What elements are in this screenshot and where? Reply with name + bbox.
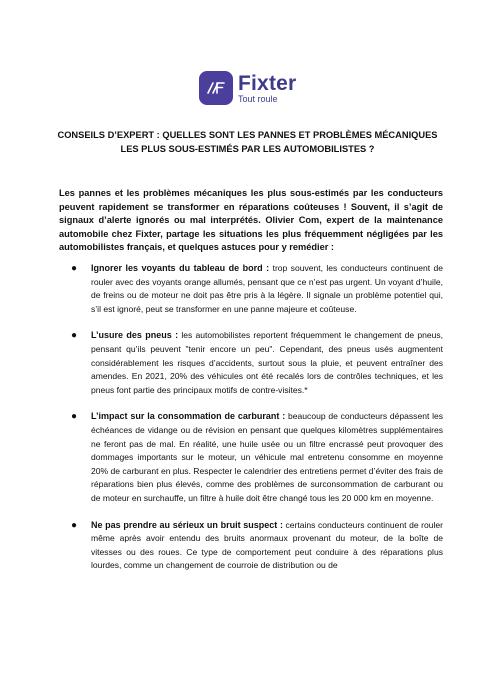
list-item bbox=[71, 262, 443, 316]
item-heading: Ne pas prendre au sérieux un bruit suspect : bbox=[91, 519, 283, 530]
fixter-logo-icon bbox=[199, 71, 233, 105]
item-heading: L’usure des pneus : bbox=[91, 330, 179, 341]
item-text: les automobilistes reportent fréquemment le changement de pneus, pensant qu’ils peuvent "tenir encore un peu". Cependant, des pneus usés augmentent considérablement les risques d’accidents, surtout sous la pluie, et peuvent entraîner des amendes. En 2021, 20% des véhicules ont été recalés lors de contrôles techniques, et les pneus font partie des principaux motifs de contre-visites.* bbox=[91, 330, 443, 395]
item-text: trop souvent, les conducteurs continuent de rouler avec des voyants orange allumés, pensant que ce n’est pas urgent. Un voyant d’huile, de freins ou de moteur ne doit pas être pris à la légère. Il signale un problème potentiel qui, s’il est ignoré, peut se transformer en une panne majeure et coûteuse. bbox=[91, 263, 444, 314]
advice-list bbox=[71, 262, 443, 586]
intro-paragraph: Les pannes et les problèmes mécaniques les plus sous-estimés par les conducteurs peuvent rapidement se transformer en réparations coûteuses ! Souvent, il s’agit de signaux d’alerte ignorés ou mal interprétés. Olivier Com, expert de la maintenance automobile chez Fixter, partage les situations les plus fréquemment négligées par les automobilistes français, et quelques astuces pour y remédier : bbox=[59, 188, 443, 252]
logo-name: Fixter bbox=[238, 71, 297, 95]
bullet-icon: ● bbox=[71, 411, 78, 423]
item-text: beaucoup de conducteurs dépassent les échéances de vidange ou de révision en pensant que quelques kilomètres supplémentaires ne feront pas de mal. En réalité, une huile usée ou un filtre encrassé peut provoquer des dommages importants sur le moteur, un véhicule mal entretenu consomme en moyenne 20% de carburant en plus. Respecter le calendrier des entretiens permet d’éviter des frais de réparations bien plus élevés, comme des problèmes de surconsommation de carburant ou de moteur en surchauffe, un filtre à huile doit être changé tous les 20 000 km en moyenne. bbox=[91, 411, 443, 503]
logo-mark-icon bbox=[205, 77, 227, 99]
title-line-1: CONSEILS D’EXPERT : QUELLES SONT LES PANNES ET PROBLÈMES MÉCANIQUES bbox=[57, 130, 438, 140]
list-item bbox=[71, 329, 443, 397]
list-item bbox=[71, 410, 443, 505]
bullet-icon: ● bbox=[71, 263, 78, 274]
item-heading: L’impact sur la consommation de carburant : bbox=[91, 411, 286, 422]
document-title bbox=[40, 128, 455, 156]
fixter-logo bbox=[199, 71, 296, 105]
title-line-2: LES PLUS SOUS-ESTIMÉS PAR LES AUTOMOBILISTES ? bbox=[120, 144, 375, 154]
item-text: certains conducteurs continuent de rouler même après avoir entendu des bruits anormaux provenant du moteur, de la boîte de vitesses ou des roues. Ce type de comportement peut conduire à des réparations plus lourdes, comme un changement de courroie de distribution ou de bbox=[91, 519, 443, 571]
bullet-icon: ● bbox=[71, 330, 78, 342]
item-heading: Ignorer les voyants du tableau de bord : bbox=[91, 263, 270, 273]
logo-tagline: Tout roule bbox=[238, 93, 278, 104]
list-item bbox=[71, 519, 443, 573]
bullet-icon: ● bbox=[71, 519, 78, 531]
